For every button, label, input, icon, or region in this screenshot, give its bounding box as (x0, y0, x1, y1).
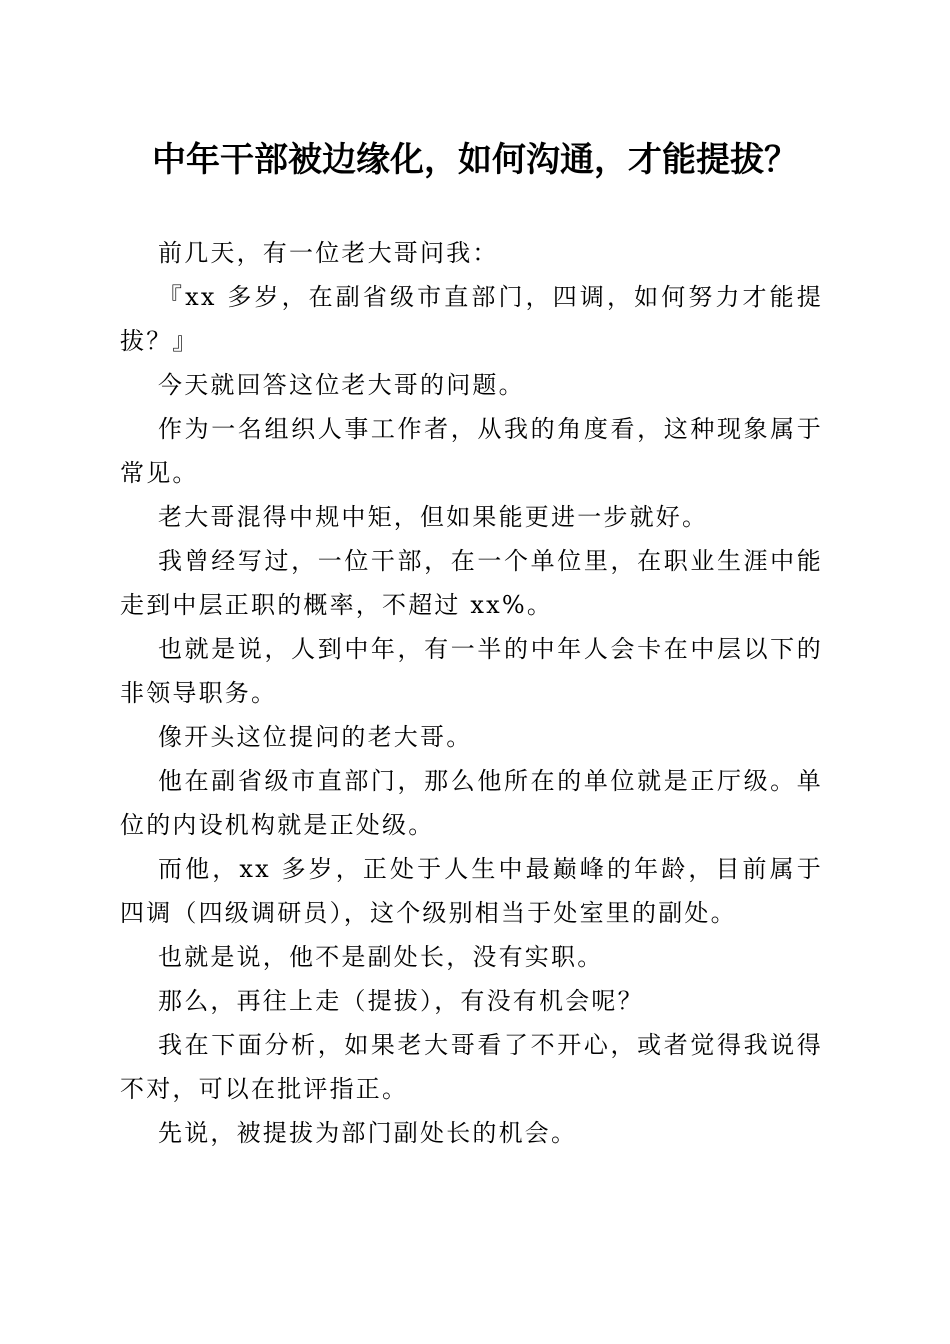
paragraph-13: 我在下面分析，如果老大哥看了不开心，或者觉得我说得不对，可以在批评指正。 (120, 1031, 823, 1103)
paragraph-3: 今天就回答这位老大哥的问题。 (158, 371, 525, 399)
paragraph-4: 作为一名组织人事工作者，从我的角度看，这种现象属于常见。 (120, 415, 823, 487)
paragraph-7: 也就是说，人到中年，有一半的中年人会卡在中层以下的非领导职务。 (120, 635, 823, 707)
paragraph-5: 老大哥混得中规中矩，但如果能更进一步就好。 (158, 503, 709, 531)
paragraph-2: 『xx 多岁，在副省级市直部门，四调，如何努力才能提拔？』 (120, 283, 823, 355)
paragraph-10: 而他，xx 多岁，正处于人生中最巅峰的年龄，目前属于四调（四级调研员），这个级别相当于处室里的副处。 (120, 855, 823, 927)
paragraph-14: 先说，被提拔为部门副处长的机会。 (158, 1119, 578, 1147)
paragraph-8: 像开头这位提问的老大哥。 (158, 723, 473, 751)
paragraph-11: 也就是说，他不是副处长，没有实职。 (158, 943, 604, 971)
paragraph-12: 那么，再往上走（提拔），有没有机会呢？ (158, 987, 644, 1015)
document-title: 中年干部被边缘化，如何沟通，才能提拔？ (152, 140, 798, 180)
paragraph-9: 他在副省级市直部门，那么他所在的单位就是正厅级。单位的内设机构就是正处级。 (120, 767, 823, 839)
document-body (120, 231, 823, 1155)
paragraph-6: 我曾经写过，一位干部，在一个单位里，在职业生涯中能走到中层正职的概率，不超过 xx%。 (120, 547, 823, 619)
paragraph-1: 前几天，有一位老大哥问我： (158, 239, 499, 267)
